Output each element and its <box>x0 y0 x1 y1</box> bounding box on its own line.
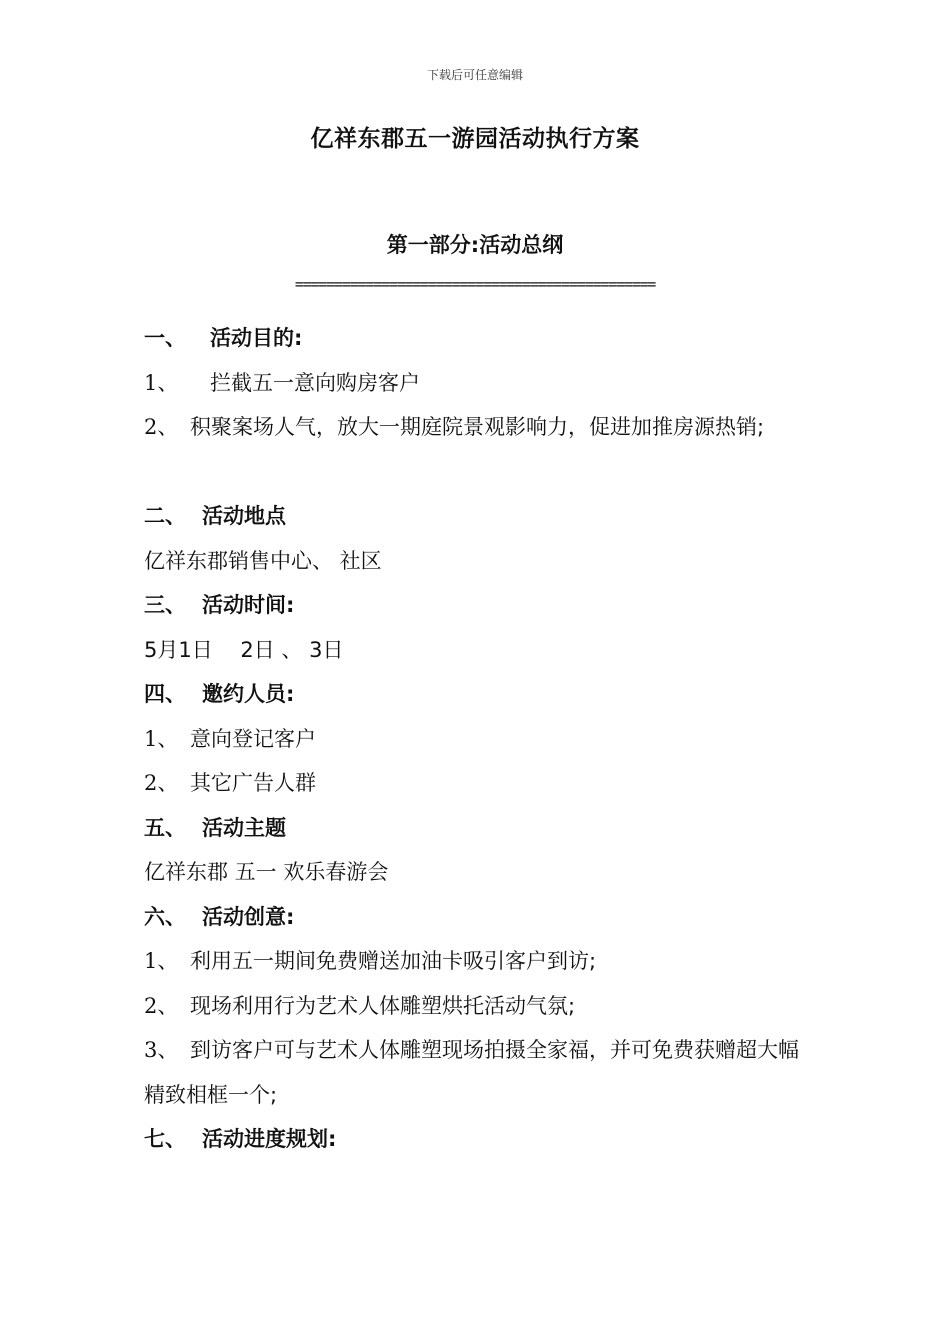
section-heading-creative <box>144 895 814 940</box>
item-text: 积聚案场人气，放大一期庭院景观影响力，促进加推房源热销; <box>190 415 765 439</box>
document-body <box>144 316 814 1162</box>
section-number: 三、 <box>144 593 186 617</box>
item-number: 3、 <box>144 1038 179 1062</box>
section-text: 5月1日 2日 、 3日 <box>144 637 344 662</box>
section-number: 六、 <box>144 904 186 929</box>
section-heading-theme <box>144 806 814 851</box>
section-heading-purpose <box>144 316 814 361</box>
document-title: 亿祥东郡五一游园活动执行方案 <box>310 126 640 152</box>
section-label: 活动时间: <box>202 593 295 617</box>
section-number: 五、 <box>144 815 186 840</box>
section-number: 二、 <box>144 504 186 528</box>
item-text: 其它广告人群 <box>190 771 316 795</box>
divider-line: ============================================== <box>294 275 656 293</box>
section-number: 一、 <box>144 326 186 350</box>
item-text: 现场利用行为艺术人体雕塑烘托活动气氛; <box>190 993 576 1018</box>
section-text: 亿祥东郡销售中心、 社区 <box>144 548 382 573</box>
section-heading-location <box>144 494 814 539</box>
list-item <box>144 1028 814 1117</box>
list-item <box>144 717 814 762</box>
section-label: 活动地点 <box>202 504 286 528</box>
section-label: 活动创意: <box>202 904 295 929</box>
section-heading-invitees <box>144 672 814 717</box>
list-item <box>144 361 814 406</box>
section-label: 活动目的: <box>210 326 303 350</box>
list-item <box>144 939 814 984</box>
section-label: 活动主题 <box>202 815 286 840</box>
item-number: 1、 <box>144 726 179 751</box>
section-heading-schedule <box>144 1117 814 1162</box>
item-text: 到访客户可与艺术人体雕塑现场拍摄全家福，并可免费获赠超大幅精致相框一个; <box>144 1038 799 1107</box>
section-text: 亿祥东郡 五一 欢乐春游会 <box>144 860 389 884</box>
list-item <box>144 761 814 806</box>
item-text: 意向登记客户 <box>190 726 316 751</box>
section-number: 七、 <box>144 1127 186 1151</box>
list-item <box>144 984 814 1029</box>
item-text: 利用五一期间免费赠送加油卡吸引客户到访; <box>190 949 597 973</box>
item-number: 1、 <box>144 370 179 395</box>
header-note: 下载后可任意编辑 <box>426 68 523 82</box>
part-title: 第一部分:活动总纲 <box>386 233 564 257</box>
item-number: 2、 <box>144 415 179 439</box>
list-item <box>144 405 814 494</box>
item-number: 2、 <box>144 771 179 795</box>
item-number: 1、 <box>144 949 179 973</box>
item-text: 拦截五一意向购房客户 <box>210 370 420 395</box>
item-number: 2、 <box>144 993 179 1018</box>
section-number: 四、 <box>144 682 186 706</box>
section-heading-time <box>144 583 814 628</box>
section-label: 活动进度规划: <box>202 1127 337 1151</box>
section-label: 邀约人员: <box>202 682 295 706</box>
